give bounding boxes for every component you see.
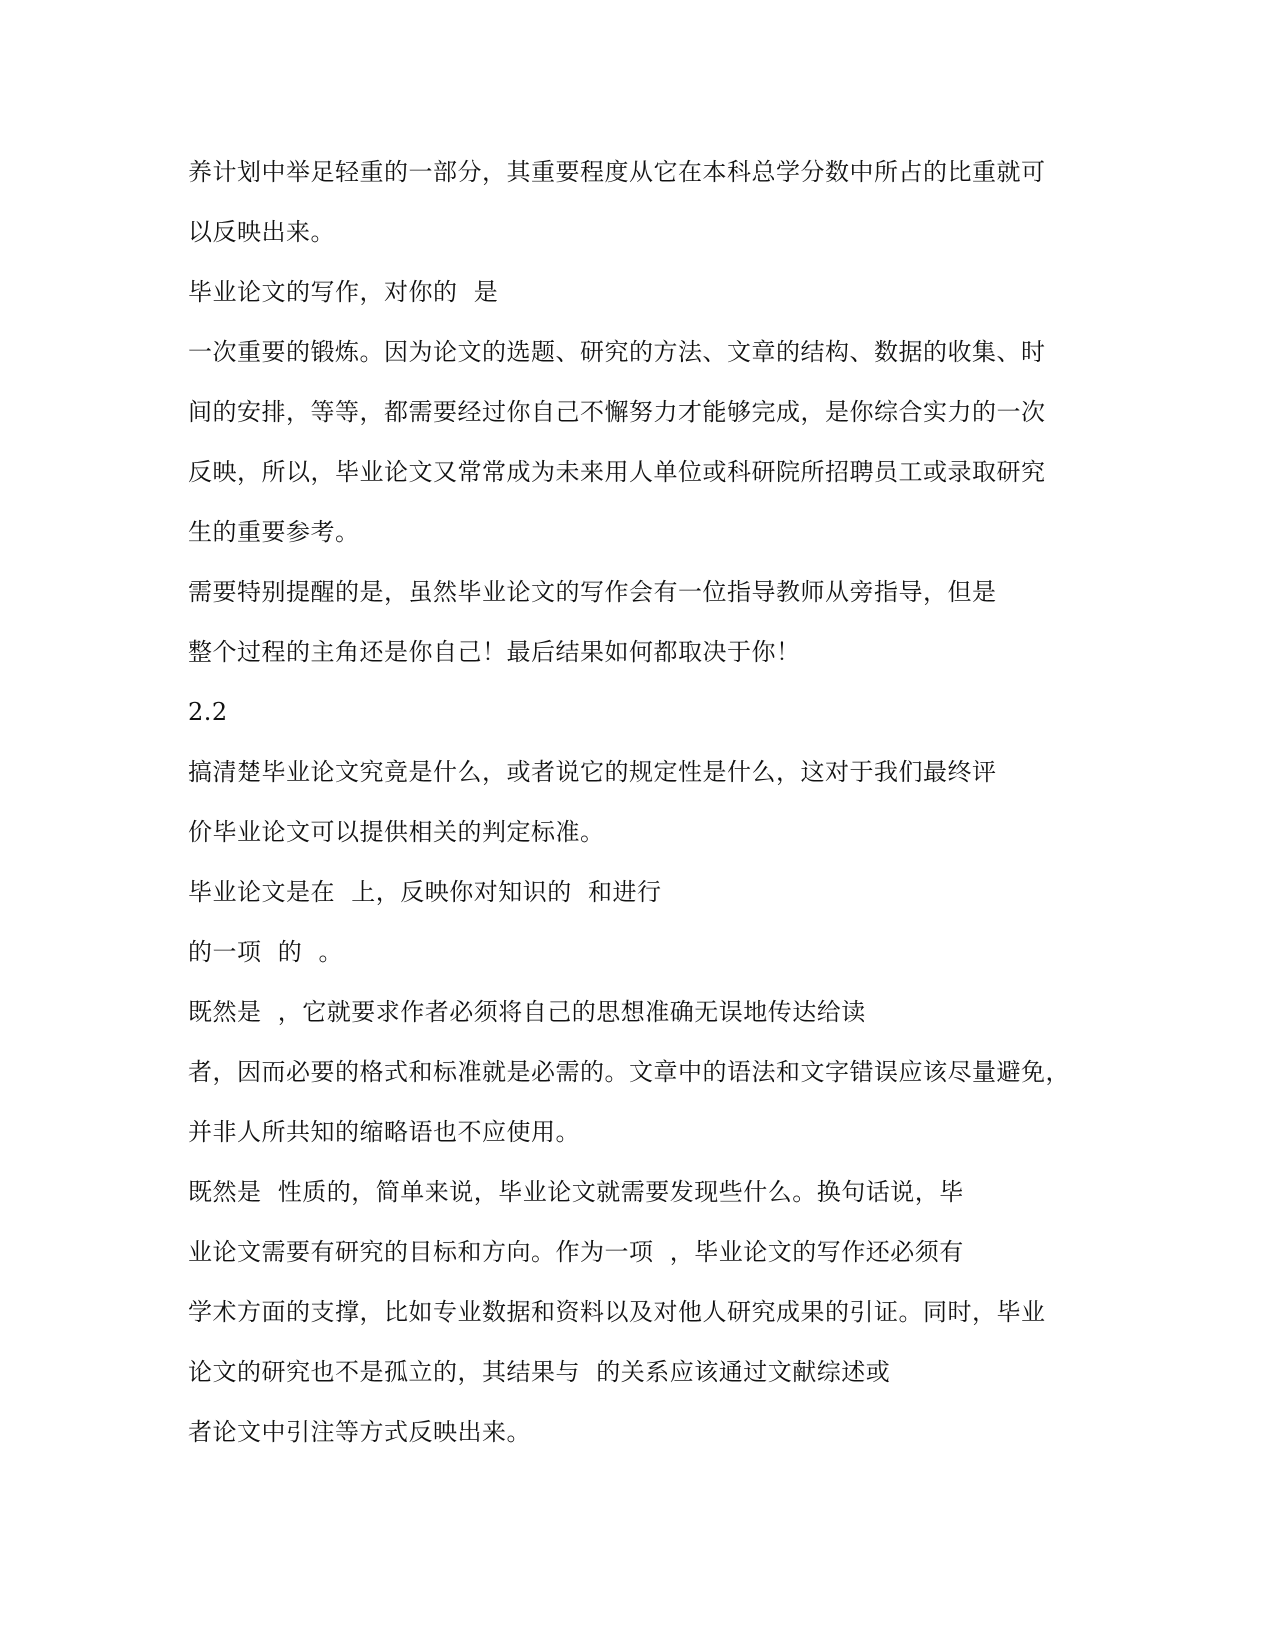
text-line: 需要特别提醒的是，虽然毕业论文的写作会有一位指导教师从旁指导，但是	[188, 578, 997, 606]
text-line: 养计划中举足轻重的一部分，其重要程度从它在本科总学分数中所占的比重就可	[188, 158, 1046, 186]
text-line: 者，因而必要的格式和标准就是必需的。文章中的语法和文字错误应该尽量避免，	[188, 1058, 1070, 1086]
text-line: 毕业论文是在 上，反映你对知识的 和进行	[188, 878, 662, 906]
text-line: 业论文需要有研究的目标和方向。作为一项 ，毕业论文的写作还必须有	[188, 1238, 964, 1266]
text-line: 搞清楚毕业论文究竟是什么，或者说它的规定性是什么，这对于我们最终评	[188, 758, 997, 786]
text-line: 间的安排，等等，都需要经过你自己不懈努力才能够完成，是你综合实力的一次	[188, 398, 1046, 426]
text-line: 生的重要参考。	[188, 518, 360, 546]
section-number: 2.2	[188, 698, 228, 726]
text-line: 既然是 ，它就要求作者必须将自己的思想准确无误地传达给读	[188, 998, 866, 1026]
document-body	[188, 142, 1088, 1462]
text-line: 论文的研究也不是孤立的，其结果与 的关系应该通过文献综述或	[188, 1358, 891, 1386]
text-line: 毕业论文的写作，对你的 是	[188, 278, 499, 306]
text-line: 整个过程的主角还是你自己！最后结果如何都取决于你！	[188, 638, 801, 666]
text-line: 者论文中引注等方式反映出来。	[188, 1418, 531, 1446]
text-line: 学术方面的支撑，比如专业数据和资料以及对他人研究成果的引证。同时，毕业	[188, 1298, 1046, 1326]
text-line: 一次重要的锻炼。因为论文的选题、研究的方法、文章的结构、数据的收集、时	[188, 338, 1046, 366]
text-line: 既然是 性质的，简单来说，毕业论文就需要发现些什么。换句话说，毕	[188, 1178, 964, 1206]
text-line: 价毕业论文可以提供相关的判定标准。	[188, 818, 605, 846]
text-line: 以反映出来。	[188, 218, 335, 246]
text-line: 反映，所以，毕业论文又常常成为未来用人单位或科研院所招聘员工或录取研究	[188, 458, 1046, 486]
text-line: 并非人所共知的缩略语也不应使用。	[188, 1118, 580, 1146]
text-line: 的一项 的 。	[188, 938, 344, 966]
